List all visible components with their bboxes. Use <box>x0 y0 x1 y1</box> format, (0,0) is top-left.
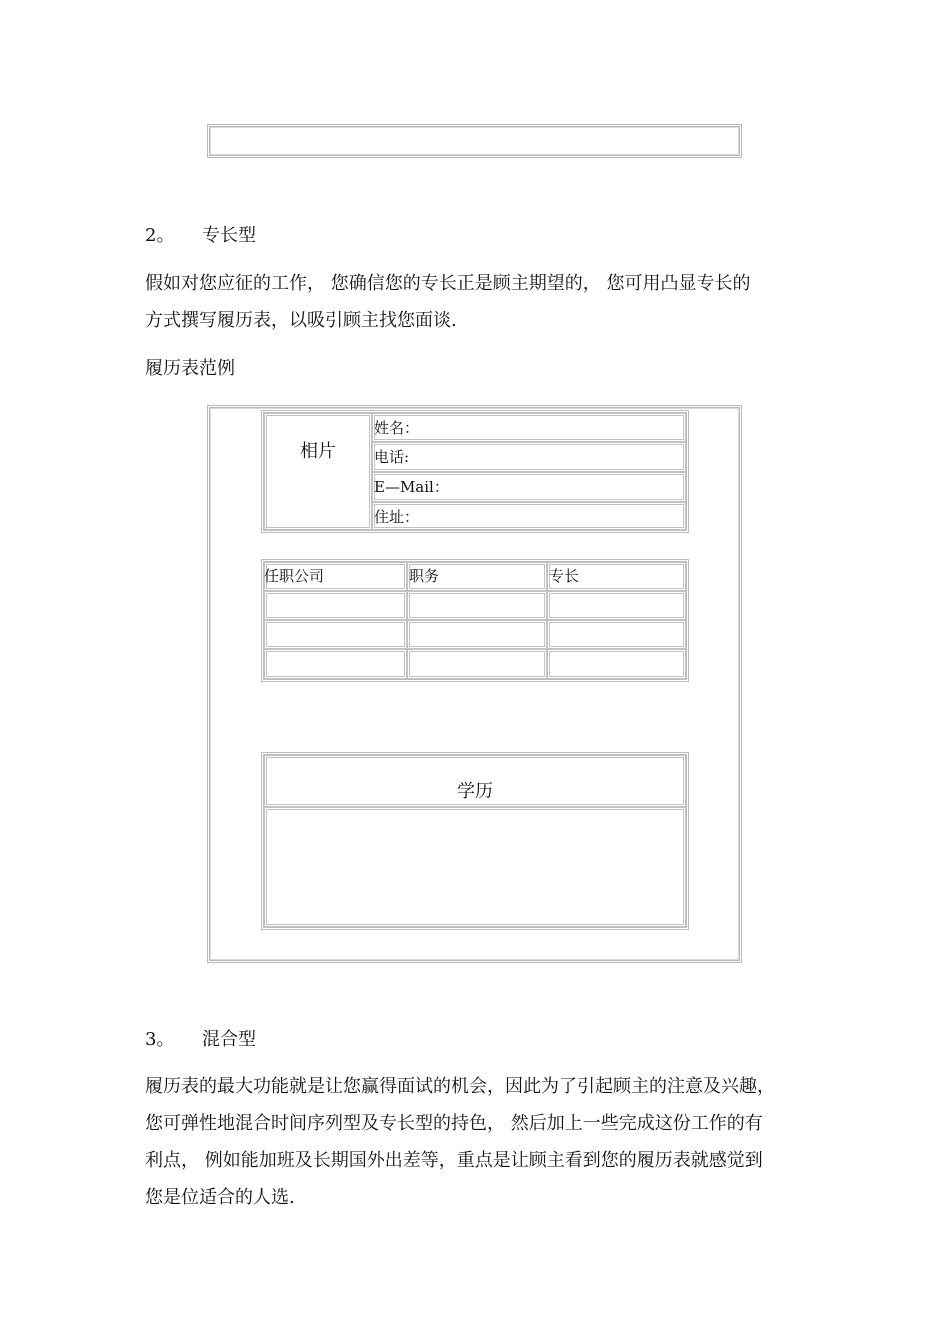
section2-body-line-2: 方式撰写履历表，以吸引顾主找您面谈. <box>145 310 457 331</box>
info-row-name <box>372 413 686 442</box>
info-row-address <box>372 502 686 530</box>
section3-body-line-1: 履历表的最大功能就是让您赢得面试的机会，因此为了引起顾主的注意及兴趣， <box>145 1076 775 1097</box>
field-address-label: 住址： <box>374 508 420 526</box>
top-empty-box <box>207 124 742 158</box>
work-row-2-skill <box>547 620 686 649</box>
field-email-label: E—Mail： <box>374 478 449 496</box>
work-row-1-company <box>264 591 407 620</box>
field-phone-label: 电话: <box>374 448 410 466</box>
work-row-2-position <box>407 620 547 649</box>
work-row-2-company <box>264 620 407 649</box>
section2-number: 2。 <box>145 225 175 246</box>
section3-body-line-3: 利点， 例如能加班及长期国外出差等，重点是让顾主看到您的履历表就感觉到 <box>145 1150 763 1171</box>
work-row-3-skill <box>547 649 686 679</box>
work-row-1-skill <box>547 591 686 620</box>
example-label: 履历表范例 <box>145 358 235 379</box>
info-row-phone <box>372 442 686 472</box>
work-header-skill-label: 专长 <box>549 567 580 585</box>
section2-title: 专长型 <box>202 225 256 246</box>
field-name-label: 姓名： <box>374 419 420 437</box>
section3-body-line-4: 您是位适合的人选. <box>145 1187 295 1208</box>
work-row-3-company <box>264 649 407 679</box>
education-label: 学历 <box>457 781 493 802</box>
section3-number: 3。 <box>145 1029 175 1050</box>
photo-label: 相片 <box>300 441 336 462</box>
work-row-1-position <box>407 591 547 620</box>
photo-cell <box>264 413 372 530</box>
section3-body-line-2: 您可弹性地混合时间序列型及专长型的持色， 然后加上一些完成这份工作的有 <box>145 1113 763 1134</box>
work-row-3-position <box>407 649 547 679</box>
work-header-company-label: 任职公司 <box>264 567 325 585</box>
education-content-cell <box>264 807 686 927</box>
section2-body-line-1: 假如对您应征的工作， 您确信您的专长正是顾主期望的， 您可用凸显专长的 <box>145 273 751 294</box>
section3-title: 混合型 <box>202 1029 256 1050</box>
work-header-position-label: 职务 <box>409 567 440 585</box>
